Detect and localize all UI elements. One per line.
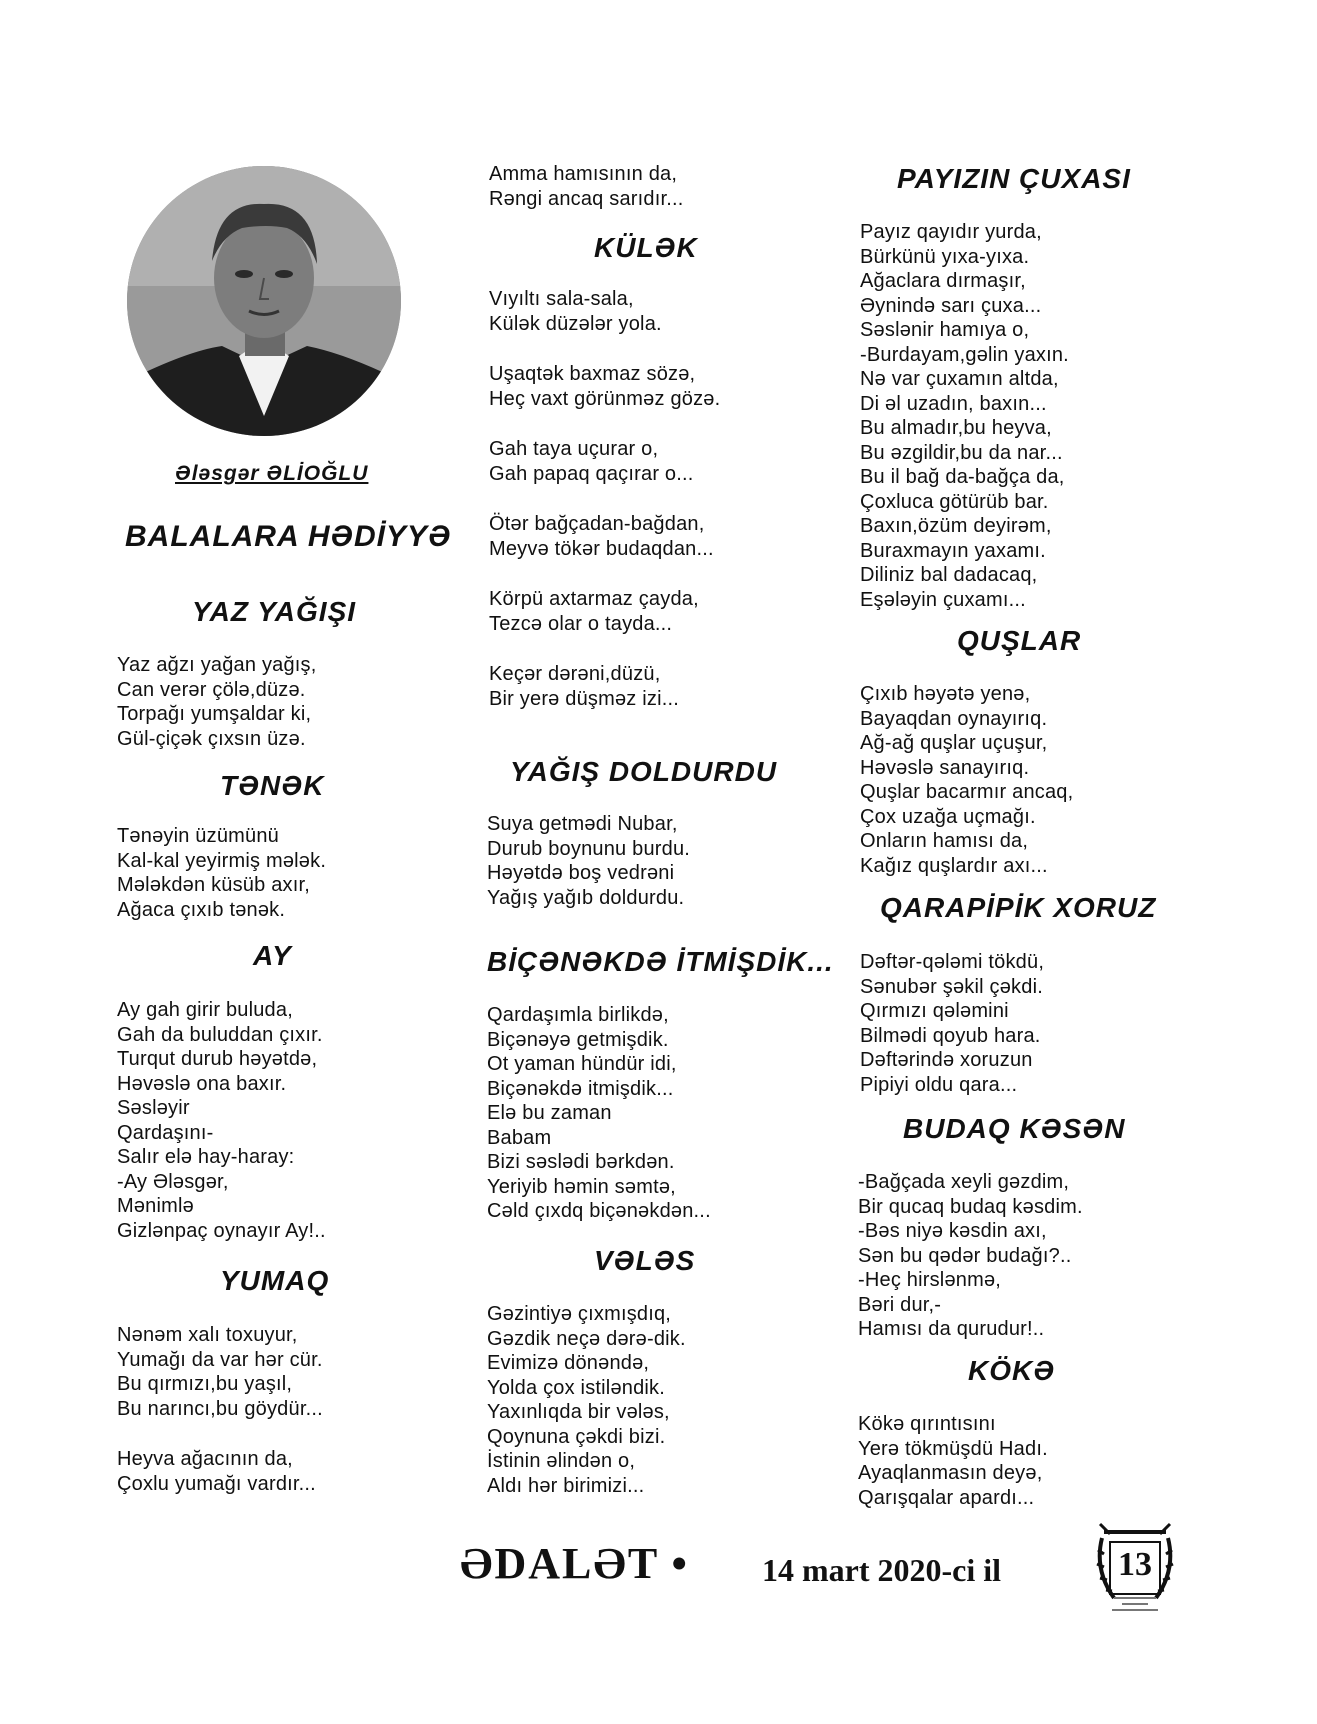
poem-line: Səsləyir <box>117 1097 190 1119</box>
poem-kulek-stanza-2 <box>489 362 720 411</box>
poem-title-kulek: KÜLƏK <box>594 232 698 263</box>
poem-title-budaq-kesen: BUDAQ KƏSƏN <box>903 1113 1126 1144</box>
poem-yumaq-stanza-2 <box>117 1447 316 1496</box>
poem-line: Gah papaq qaçırar o... <box>489 462 694 485</box>
poem-line: Gah taya uçurar o, <box>489 438 659 460</box>
poem-line: -Bağçada xeyli gəzdim, <box>858 1171 1070 1193</box>
poem-line: Gizlənpaç oynayır Ay!.. <box>117 1219 326 1242</box>
poem-line: Gəzdik neçə dərə-dik. <box>487 1327 686 1350</box>
poem-line: Bir yerə düşməz izi... <box>489 687 680 710</box>
poem-line: Nə var çuxamın altda, <box>860 368 1059 390</box>
poem-title-ay: AY <box>253 940 292 971</box>
poem-bicenekde <box>487 1003 711 1224</box>
poem-line: Can verər çölə,düzə. <box>117 678 306 701</box>
poem-yumaq-stanza-1 <box>117 1323 323 1421</box>
poem-line: Çoxluca götürüb bar. <box>860 490 1049 513</box>
poem-line: Həvəslə ona baxır. <box>117 1072 287 1095</box>
poem-line: Bu əzgildir,bu da nar... <box>860 441 1063 464</box>
poem-line: Qardaşını- <box>117 1121 214 1144</box>
poem-line: Bizi səslədi bərkdən. <box>487 1151 675 1173</box>
poem-line: Sən bu qədər budağı?.. <box>858 1244 1072 1267</box>
poem-line: Quşlar bacarmır ancaq, <box>860 781 1074 803</box>
poem-line: Kağız quşlardır axı... <box>860 854 1048 877</box>
poem-line: Həvəslə sanayırıq. <box>860 756 1030 779</box>
poem-line: Bu qırmızı,bu yaşıl, <box>117 1373 293 1395</box>
poem-title-bicenekde: BİÇƏNƏKDƏ İTMİŞDİK... <box>487 946 834 977</box>
poem-line: Heç vaxt görünməz gözə. <box>489 387 721 410</box>
poem-line: Yumağı da var hər cür. <box>117 1348 323 1371</box>
poem-title-qarapipik-xoruz: QARAPİPİK XORUZ <box>880 892 1157 923</box>
poem-kulek-stanza-5 <box>489 587 699 636</box>
poem-yagis-doldurdu <box>487 812 690 910</box>
poem-line: Yağış yağıb doldurdu. <box>487 886 685 909</box>
poem-line: Buraxmayın yaxamı. <box>860 539 1046 562</box>
poem-line: Vıyıltı sala-sala, <box>489 288 634 310</box>
poem-line: Səslənir hamıya o, <box>860 319 1030 341</box>
poem-intro-continuation <box>489 162 684 211</box>
poem-line: Bürkünü yıxa-yıxa. <box>860 245 1030 268</box>
poem-line: -Bəs niyə kəsdin axı, <box>858 1220 1047 1242</box>
poem-line: Yeriyib həmin səmtə, <box>487 1175 676 1198</box>
poem-koke <box>858 1412 1048 1510</box>
poem-line: Salır elə hay-haray: <box>117 1146 295 1168</box>
poem-line: Ot yaman hündür idi, <box>487 1053 677 1075</box>
poem-line: Mənimlə <box>117 1195 194 1217</box>
poem-line: Bu narıncı,bu göydür... <box>117 1397 323 1420</box>
poem-line: Bilmədi qoyub hara. <box>860 1024 1041 1047</box>
poem-line: Nənəm xalı toxuyur, <box>117 1324 298 1346</box>
poem-line: Dəftərində xoruzun <box>860 1049 1033 1071</box>
poem-line: Hamısı da qurudur!.. <box>858 1318 1045 1340</box>
poem-line: Yaz ağzı yağan yağış, <box>117 654 317 676</box>
poem-line: Keçər dərəni,düzü, <box>489 663 661 685</box>
poem-line: Gah da buluddan çıxır. <box>117 1023 323 1046</box>
poem-line: Kökə qırıntısını <box>858 1413 996 1435</box>
poem-line: Qarışqalar apardı... <box>858 1486 1035 1509</box>
poem-line: Elə bu zaman <box>487 1102 612 1124</box>
poem-line: Biçənəyə getmişdik. <box>487 1028 669 1051</box>
poem-line: Çıxıb həyətə yenə, <box>860 683 1031 705</box>
poem-title-yumaq: YUMAQ <box>220 1265 330 1296</box>
poem-line: Eşələyin çuxamı... <box>860 588 1026 611</box>
poem-line: Mələkdən küsüb axır, <box>117 874 310 896</box>
poem-line: Heyva ağacının da, <box>117 1448 293 1470</box>
poem-line: Diliniz bal dadacaq, <box>860 564 1038 586</box>
poem-kulek-stanza-1 <box>489 287 662 336</box>
poem-line: Evimizə dönəndə, <box>487 1352 650 1374</box>
poem-line: -Heç hirslənmə, <box>858 1269 1002 1291</box>
poem-line: Bir qucaq budaq kəsdim. <box>858 1195 1083 1218</box>
poem-line: Turqut durub həyətdə, <box>117 1048 318 1070</box>
poem-line: Tezcə olar o tayda... <box>489 612 673 635</box>
poem-line: Ayaqlanmasın deyə, <box>858 1462 1043 1484</box>
poem-line: Bu il bağ da-bağça da, <box>860 466 1065 488</box>
poem-title-tenek: TƏNƏK <box>220 770 325 801</box>
poem-line: Yerə tökmüşdü Hadı. <box>858 1437 1048 1460</box>
poem-line: Rəngi ancaq sarıdır... <box>489 187 684 210</box>
poem-line: Qardaşımla birlikdə, <box>487 1004 669 1026</box>
poem-line: Gül-çiçək çıxsın üzə. <box>117 727 306 750</box>
poem-line: Ağ-ağ quşlar uçuşur, <box>860 732 1048 754</box>
poem-line: Torpağı yumşaldar ki, <box>117 703 312 725</box>
poem-line: Payız qayıdır yurda, <box>860 221 1042 243</box>
main-title: BALALARA HƏDİYYƏ <box>125 520 452 553</box>
poem-line: Meyvə tökər budaqdan... <box>489 537 714 560</box>
poem-qarapipik-xoruz <box>860 950 1044 1097</box>
poem-title-veles: VƏLƏS <box>594 1245 696 1276</box>
poem-kulek-stanza-3 <box>489 437 694 486</box>
poem-title-koke: KÖKƏ <box>968 1355 1056 1386</box>
poem-kulek-stanza-4 <box>489 512 714 561</box>
poem-line: Körpü axtarmaz çayda, <box>489 588 699 610</box>
poem-line: Durub boynunu burdu. <box>487 837 691 860</box>
poem-line: Bu almadır,bu heyva, <box>860 417 1052 439</box>
newspaper-name: ƏDALƏT • <box>460 1539 689 1588</box>
poem-line: Uşaqtək baxmaz sözə, <box>489 363 696 385</box>
poem-line: Ötər bağçadan-bağdan, <box>489 513 705 535</box>
poem-line: Tənəyin üzümünü <box>117 825 279 847</box>
poem-kulek-stanza-6 <box>489 662 679 711</box>
poem-line: Əynində sarı çuxa... <box>860 294 1042 317</box>
poem-line: Çox uzağa uçmağı. <box>860 805 1036 828</box>
poem-line: Bayaqdan oynayırıq. <box>860 707 1048 730</box>
poem-line: Pipiyi oldu qara... <box>860 1073 1018 1096</box>
page-number-badge <box>1092 1520 1178 1614</box>
poem-line: Aldı hər birimizi... <box>487 1474 645 1497</box>
poem-line: Sənubər şəkil çəkdi. <box>860 975 1043 998</box>
poem-line: İstinin əlindən o, <box>487 1450 636 1472</box>
poem-yaz-yagisi <box>117 653 317 751</box>
poem-line: Cəld çıxdq biçənəkdən... <box>487 1200 711 1222</box>
poem-line: Di əl uzadın, baxın... <box>860 392 1047 415</box>
poem-line: Suya getmədi Nubar, <box>487 813 678 835</box>
poem-line: Bəri dur,- <box>858 1293 942 1316</box>
poem-tenek <box>117 824 326 922</box>
poem-title-yaz-yagisi: YAZ YAĞIŞI <box>192 596 357 627</box>
poem-payizin-cuxasi <box>860 220 1069 612</box>
poem-line: Amma hamısının da, <box>489 163 678 185</box>
poem-line: Çoxlu yumağı vardır... <box>117 1472 316 1495</box>
poem-line: Babam <box>487 1126 552 1149</box>
poem-title-quslar: QUŞLAR <box>957 625 1082 656</box>
poem-title-yagis-doldurdu: YAĞIŞ DOLDURDU <box>510 756 778 787</box>
poem-title-payizin-cuxasi: PAYIZIN ÇUXASI <box>897 163 1131 194</box>
issue-date: 14 mart 2020-ci il <box>762 1552 1002 1588</box>
poem-line: -Ay Ələsgər, <box>117 1170 229 1193</box>
poem-line: Ağaclara dırmaşır, <box>860 270 1026 292</box>
poem-veles <box>487 1302 686 1498</box>
poem-budaq-kesen <box>858 1170 1083 1342</box>
author-photo <box>127 166 401 436</box>
poem-line: Kal-kal yeyirmiş mələk. <box>117 849 327 872</box>
poem-line: -Burdayam,gəlin yaxın. <box>860 343 1069 366</box>
poem-line: Qoynuna çəkdi bizi. <box>487 1425 666 1448</box>
poem-line: Biçənəkdə itmişdik... <box>487 1077 674 1100</box>
author-portrait-image <box>127 166 401 436</box>
poem-line: Gəzintiyə çıxmışdıq, <box>487 1303 672 1325</box>
author-name: Ələsgər ƏLİOĞLU <box>175 462 369 485</box>
poem-line: Dəftər-qələmi tökdü, <box>860 951 1045 973</box>
poem-line: Ağaca çıxıb tənək. <box>117 898 286 921</box>
poem-line: Külək düzələr yola. <box>489 312 662 335</box>
page-number: 13 <box>1118 1546 1152 1583</box>
poem-line: Ay gah girir buluda, <box>117 999 293 1021</box>
poem-line: Onların hamısı da, <box>860 830 1029 852</box>
poem-line: Qırmızı qələmini <box>860 1000 1009 1022</box>
poem-quslar <box>860 682 1073 878</box>
poem-line: Yolda çox istiləndik. <box>487 1376 666 1399</box>
poem-line: Baxın,özüm deyirəm, <box>860 515 1052 537</box>
poem-ay <box>117 998 326 1243</box>
poem-line: Həyətdə boş vedrəni <box>487 862 675 884</box>
poem-line: Yaxınlıqda bir vələs, <box>487 1401 670 1423</box>
